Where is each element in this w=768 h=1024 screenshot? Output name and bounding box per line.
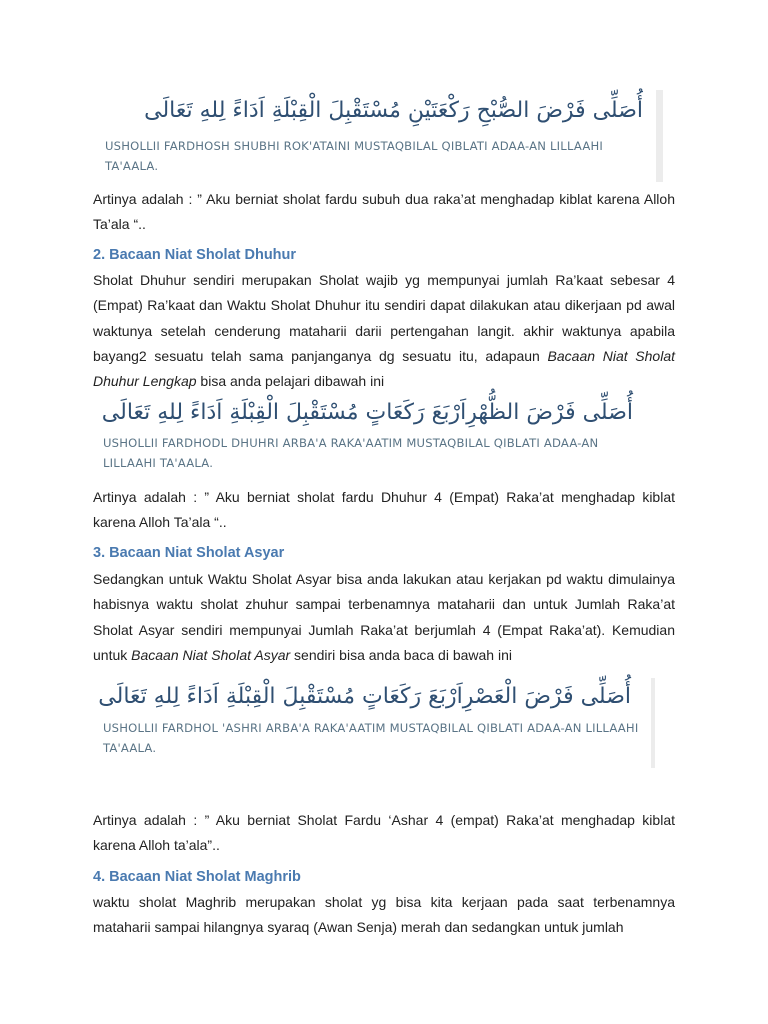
niat-asyar-meaning: Artinya adalah : ” Aku berniat Sholat Fardu ‘Ashar 4 (empat) Raka’at menghadap kiblat karena Alloh ta’ala”..	[93, 812, 675, 854]
dhuhur-text: Sholat Dhuhur sendiri merupakan Sholat wajib yg mempunyai jumlah Ra’kaat sebesar 4 (Empat) Ra’kaat dan Waktu Sholat Dhuhur itu sendiri dapat dilakukan atau dikerjaan pd awal waktunya setelah cenderung mataharii darii pertengahan langit. akhir waktunya apabila bayang2 sesuatu telah sama panjanganya dg sesuatu itu, adapaun	[93, 272, 675, 364]
niat-dhuhur-meaning: Artinya adalah : ” Aku berniat sholat fardu Dhuhur 4 (Empat) Raka’at menghadap kiblat karena Alloh Ta’ala “..	[93, 489, 675, 531]
niat-subuh-image	[93, 90, 663, 182]
niat-dhuhur-transliteration: USHOLLII FARDHODL DHUHRI ARBA'A RAKA'AATIM MUSTAQBILAL QIBLATI ADAA-AN LILLAAHI TA'AALA.	[103, 436, 599, 470]
image-edge	[656, 90, 663, 182]
dhuhur-paragraph	[93, 268, 675, 394]
dhuhur-emphasis: Bacaan Niat Sholat Dhuhur Lengkap	[93, 347, 676, 390]
image-edge	[651, 678, 655, 768]
asyar-paragraph	[93, 567, 675, 668]
niat-dhuhur-arabic: أُصَلِّى فَرْضَ الظُّهْرِاَرْبَعَ رَكَعَاتٍ مُسْتَقْبِلَ الْقِبْلَةِ اَدَاءً لِلهِ تَعَالَى	[101, 400, 633, 425]
heading-dhuhur: 2. Bacaan Niat Sholat Dhuhur	[93, 247, 297, 263]
niat-asyar-image	[93, 678, 655, 768]
asyar-text: Sedangkan untuk Waktu Sholat Asyar bisa anda lakukan atau kerjakan pd waktu dimulainya habisnya waktu sholat zhuhur sampai terbenamnya mataharii dan untuk Jumlah Raka’at Sholat Asyar sendiri mempunyai Jumlah Raka’at berjumlah 4 (Empat Raka’at). Kemudian untuk	[93, 571, 675, 663]
niat-asyar-arabic: أُصَلِّى فَرْضَ الْعَصْرِاَرْبَعَ رَكَعَاتٍ مُسْتَقْبِلَ الْقِبْلَةِ اَدَاءً لِلهِ تَعَالَى	[98, 684, 631, 709]
dhuhur-text-end: bisa anda pelajari dibawah ini	[196, 373, 385, 390]
niat-asyar-transliteration: USHOLLII FARDHOL 'ASHRI ARBA'A RAKA'AATIM MUSTAQBILAL QIBLATI ADAA-AN LILLAAHI TA'AALA.	[103, 721, 639, 755]
niat-dhuhur-image	[93, 396, 653, 476]
heading-asyar: 3. Bacaan Niat Sholat Asyar	[93, 545, 285, 561]
niat-subuh-transliteration: USHOLLII FARDHOSH SHUBHI ROK'ATAINI MUSTAQBILAL QIBLATI ADAA-AN LILLAAHI TA'AALA.	[105, 139, 603, 173]
asyar-text-end: sendiri bisa anda baca di bawah ini	[290, 646, 512, 663]
asyar-emphasis: Bacaan Niat Sholat Asyar	[131, 646, 291, 663]
niat-subuh-arabic: أُصَلِّى فَرْضَ الصُّبْحِ رَكْعَتَيْنِ مُسْتَقْبِلَ الْقِبْلَةِ اَدَاءً لِلهِ تَعَالَى	[144, 98, 643, 123]
maghrib-paragraph: waktu sholat Maghrib merupakan sholat yg bisa kita kerjaan pada saat terbenamnya mataharii sampai hilangnya syaraq (Awan Senja) merah dan sedangkan untuk jumlah	[93, 894, 675, 936]
heading-maghrib: 4. Bacaan Niat Sholat Maghrib	[93, 869, 301, 885]
niat-subuh-meaning: Artinya adalah : ” Aku berniat sholat fardu subuh dua raka’at menghadap kiblat karena Alloh Ta’ala “..	[93, 191, 675, 233]
